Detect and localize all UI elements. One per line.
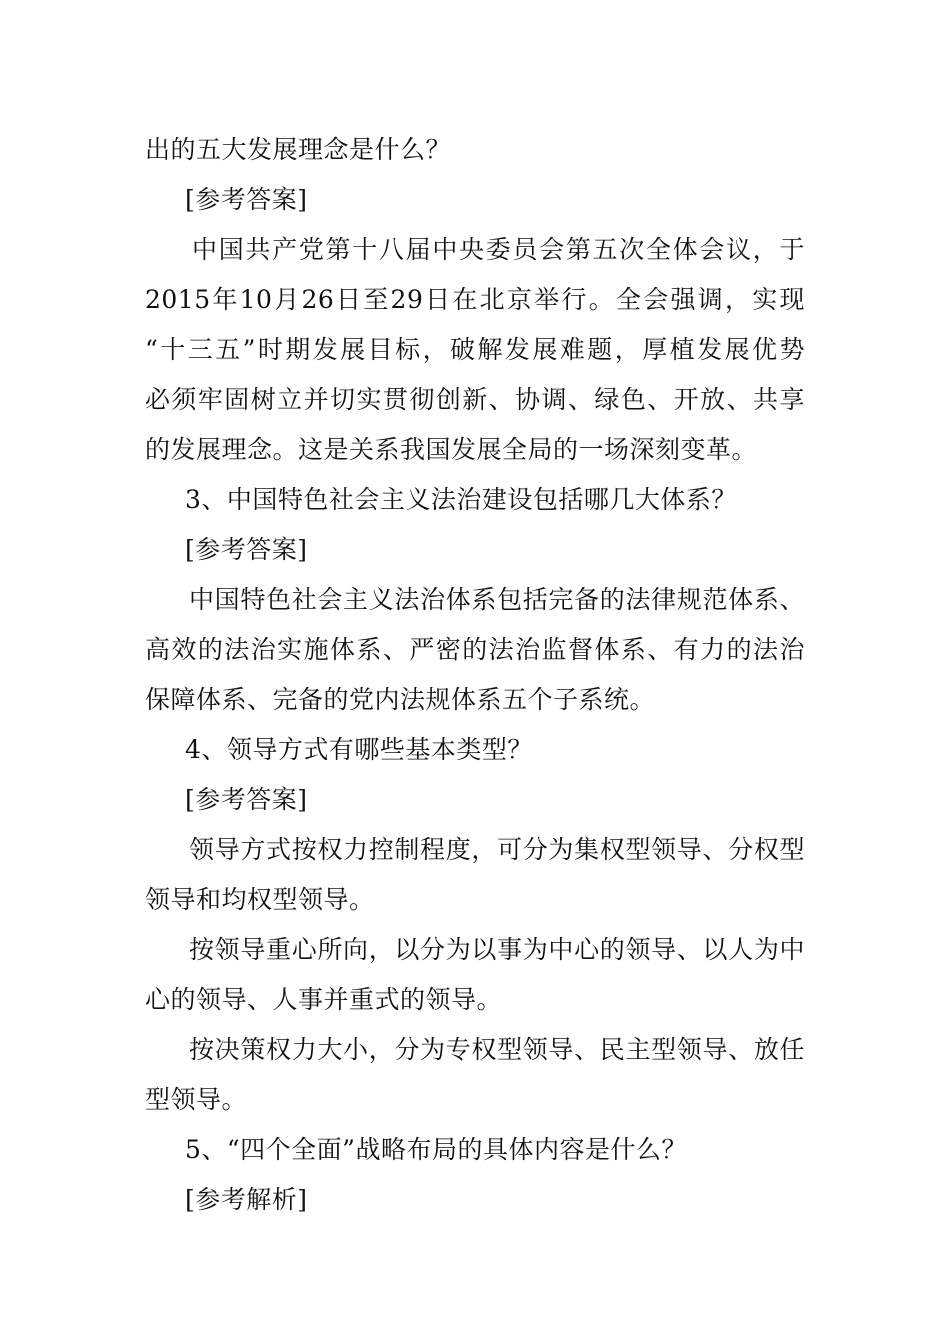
q2-answer-line4: 必须牢固树立并切实贯彻创新、协调、绿色、开放、共享 <box>145 385 805 414</box>
q2-answer-label: [参考答案] <box>185 185 308 214</box>
q3-question: 3、中国特色社会主义法治建设包括哪几大体系？ <box>185 485 737 514</box>
q3-answer-line3: 保障体系、完备的党内法规体系五个子系统。 <box>145 685 656 714</box>
q5-question: 5、“四个全面”战略布局的具体内容是什么？ <box>185 1135 687 1164</box>
q4-answer-label: [参考答案] <box>185 785 308 814</box>
q5-analysis-label: [参考解析] <box>185 1185 308 1214</box>
q4-question: 4、领导方式有哪些基本类型？ <box>185 735 533 764</box>
q3-answer-line2: 高效的法治实施体系、严密的法治监督体系、有力的法治 <box>145 635 805 664</box>
q3-answer-line1: 中国特色社会主义法治体系包括完备的法律规范体系、 <box>189 585 805 614</box>
q4-answer-p1-line2: 领导和均权型领导。 <box>145 885 375 914</box>
q3-answer-label: [参考答案] <box>185 535 308 564</box>
q4-answer-p3-line2: 型领导。 <box>145 1085 248 1114</box>
q2-answer-line1: 中国共产党第十八届中央委员会第五次全体会议，于 <box>192 235 805 264</box>
q2-answer-line5: 的发展理念。这是关系我国发展全局的一场深刻变革。 <box>145 435 758 464</box>
q4-answer-p1-line1: 领导方式按权力控制程度，可分为集权型领导、分权型 <box>189 835 805 864</box>
q4-answer-p3-line1: 按决策权力大小，分为专权型领导、民主型领导、放任 <box>189 1035 805 1064</box>
q2-answer-line2: 2015年10月26日至29日在北京举行。全会强调，实现 <box>145 285 805 314</box>
q4-answer-p2-line1: 按领导重心所向，以分为以事为中心的领导、以人为中 <box>189 935 805 964</box>
q4-answer-p2-line2: 心的领导、人事并重式的领导。 <box>145 985 503 1014</box>
q2-continuation: 出的五大发展理念是什么？ <box>145 135 452 164</box>
q2-answer-line3: “十三五”时期发展目标，破解发展难题，厚植发展优势 <box>145 335 805 364</box>
